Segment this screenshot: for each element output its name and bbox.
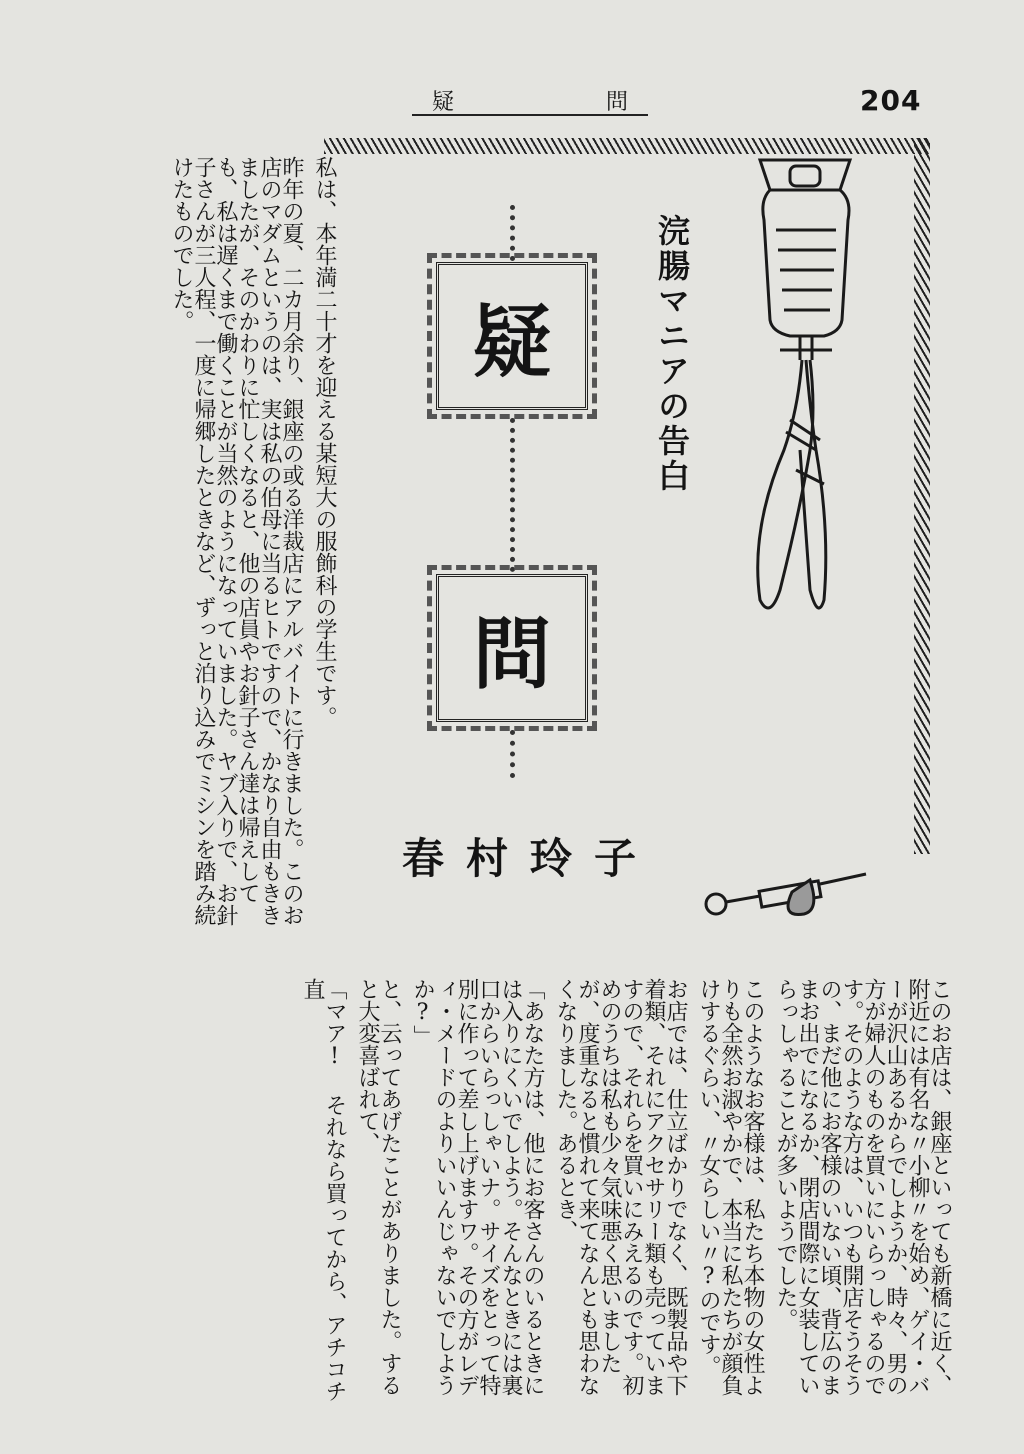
title-box-2 xyxy=(436,574,588,722)
page-number: 204 xyxy=(860,84,922,117)
body-text-upper xyxy=(120,156,335,926)
title-char-2: 問 xyxy=(472,609,551,700)
article-subtitle: 浣腸マニアの告白 xyxy=(653,214,691,494)
title-char-1: 疑 xyxy=(472,297,551,388)
dotted-rule-bottom xyxy=(510,730,515,778)
paragraph: このお店は、銀座といっても新橋に近く、附近には有名な〃小柳〃を始め、ゲイ・バーが沢山あるからでしようか、時々、男の方が婦人のものを買いにいらっしゃるのです。そのような方は、いつも開店そうそうの、まだ他にお客様のいない頃、背広のままお出でになるか、閉店間際に女装していらっしゃることが多いようでした。 xyxy=(773,978,952,1396)
author-name: 春村玲子 xyxy=(402,834,659,883)
header-rule xyxy=(412,114,648,116)
paragraph: お店では、仕立ばかりでなく、既製品や下着類、それにアクセサリー類も売っていますので、それらを買いにみえるのです。初めのうちは私も少々気味悪く思いましたが、度重なると慣れて来てなんとも思わなくなりました。あるとき、 xyxy=(553,978,688,1396)
dotted-rule-middle xyxy=(510,418,515,572)
enema-bag-icon xyxy=(740,150,890,630)
running-header xyxy=(410,86,650,114)
title-box-1 xyxy=(436,262,588,410)
paragraph: 「マア! それなら買ってから、アチコチ直 xyxy=(300,978,347,1402)
syringe-icon xyxy=(700,852,870,920)
running-header-char-2: 問 xyxy=(605,89,628,115)
paragraph: と、云ってあげたことがありました。すると大変喜ばれて、 xyxy=(355,978,402,1396)
paragraph: このようなお客様は、私たち本物の女性よりも全然お淑やかで、本当に私たちが顔負けするぐらい、〃女らしい〃?のです。 xyxy=(696,978,765,1396)
body-text-lower xyxy=(132,978,950,1408)
paragraph: 昨年の夏、二カ月余り、銀座の或る洋裁店にアルバイトに行きました。このお店のマダムというのは、実は私の伯母に当るヒトですので、かなり自由もききましたが、そのかわりに忙しくなると、他の店員やお針子さん達は帰えしても、私は遅くまで働くことが当然のようになっていました。ヤブ入りで、お針子さんが三人程、一度に帰郷したときなど、ずっと泊り込みでミシンを踏み続けたものでした。 xyxy=(169,156,304,926)
paragraph: 私は、本年満二十才を迎える某短大の服飾科の学生です。 xyxy=(312,156,337,728)
paragraph: 「あなた方は、他にお客さんのいるときには入りにくいでしよう。そんなときには裏口からいらっしゃいナ。サイズをとって特別に作って差し上げますワ。その方がレディ・メードのよりいいんじゃないでしようか?」 xyxy=(410,978,545,1396)
running-header-char-1: 疑 xyxy=(432,89,455,115)
dotted-rule-top xyxy=(510,205,515,261)
hatched-border-right xyxy=(914,138,930,854)
